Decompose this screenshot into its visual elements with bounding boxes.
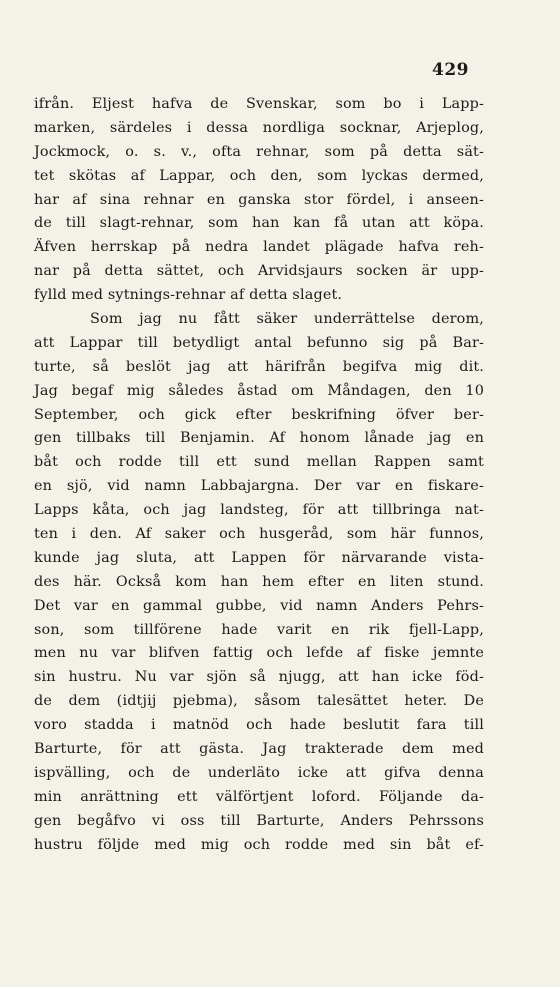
text-line: ispvälling, och de underläto icke att gifva denna	[34, 764, 484, 781]
text-line: Som jag nu fått säker underrättelse derom,	[90, 311, 484, 328]
text-line: ifrån. Eljest hafva de Svenskar, som bo i Lapp-	[34, 96, 484, 112]
text-line: en sjö, vid namn Labbajargna. Der var en fiskare-	[34, 478, 484, 495]
text-line: att Lappar till betydligt antal befunno sig på Bar-	[34, 334, 484, 351]
text-line: Barturte, för att gästa. Jag trakterade dem med	[34, 741, 484, 758]
text-line: September, och gick efter beskrifning öfver ber-	[34, 406, 484, 423]
text-line: båt och rodde till ett sund mellan Rappen samt	[34, 454, 484, 471]
text-line: de till slagt-rehnar, som han kan få utan att köpa.	[34, 215, 484, 232]
text-line: turte, så beslöt jag att härifrån begifva mig dit.	[34, 358, 484, 375]
text-line: de dem (idtjij pjebma), såsom talesättet heter. De	[34, 693, 484, 710]
text-line: nar på detta sättet, och Arvidsjaurs socken är upp-	[34, 263, 484, 280]
text-line: fylld med sytnings-rehnar af detta slaget.	[34, 287, 343, 304]
text-line: tet skötas af Lappar, och den, som lyckas dermed,	[34, 167, 484, 184]
text-line: Det var en gammal gubbe, vid namn Anders Pehrs-	[34, 597, 484, 614]
text-line: min anrättning ett välförtjent loford. Följande da-	[34, 788, 484, 805]
text-line: gen begåfvo vi oss till Barturte, Anders Pehrssons	[34, 812, 484, 829]
text-line: gen tillbaks till Benjamin. Af honom lånade jag en	[34, 430, 484, 447]
text-line: Äfven herrskap på nedra landet plägade hafva reh-	[34, 239, 484, 256]
page-number: 429	[432, 60, 469, 80]
text-line: kunde jag sluta, att Lappen för närvarande vista-	[34, 549, 484, 566]
text-line: sin hustru. Nu var sjön så njugg, att han icke föd-	[34, 669, 484, 686]
text-line: voro stadda i matnöd och hade beslutit fara till	[34, 717, 484, 734]
text-line: marken, särdeles i dessa nordliga socknar, Arjeplog,	[34, 119, 484, 136]
text-line: ten i den. Af saker och husgeråd, som här funnos,	[34, 526, 484, 543]
text-line: Jockmock, o. s. v., ofta rehnar, som på detta sät-	[34, 143, 484, 160]
text-line: har af sina rehnar en ganska stor fördel, i anseen-	[34, 191, 484, 208]
text-line: son, som tillförene hade varit en rik fjell-Lapp,	[34, 621, 484, 638]
body-text	[34, 93, 484, 858]
text-line: Jag begaf mig således åstad om Måndagen, den 10	[34, 382, 484, 399]
text-line: des här. Också kom han hem efter en liten stund.	[34, 573, 484, 590]
text-line: Lapps kåta, och jag landsteg, för att tillbringa nat-	[34, 502, 484, 519]
text-line: hustru följde med mig och rodde med sin båt ef-	[34, 836, 484, 853]
text-line: men nu var blifven fattig och lefde af fiske jemnte	[34, 645, 484, 662]
